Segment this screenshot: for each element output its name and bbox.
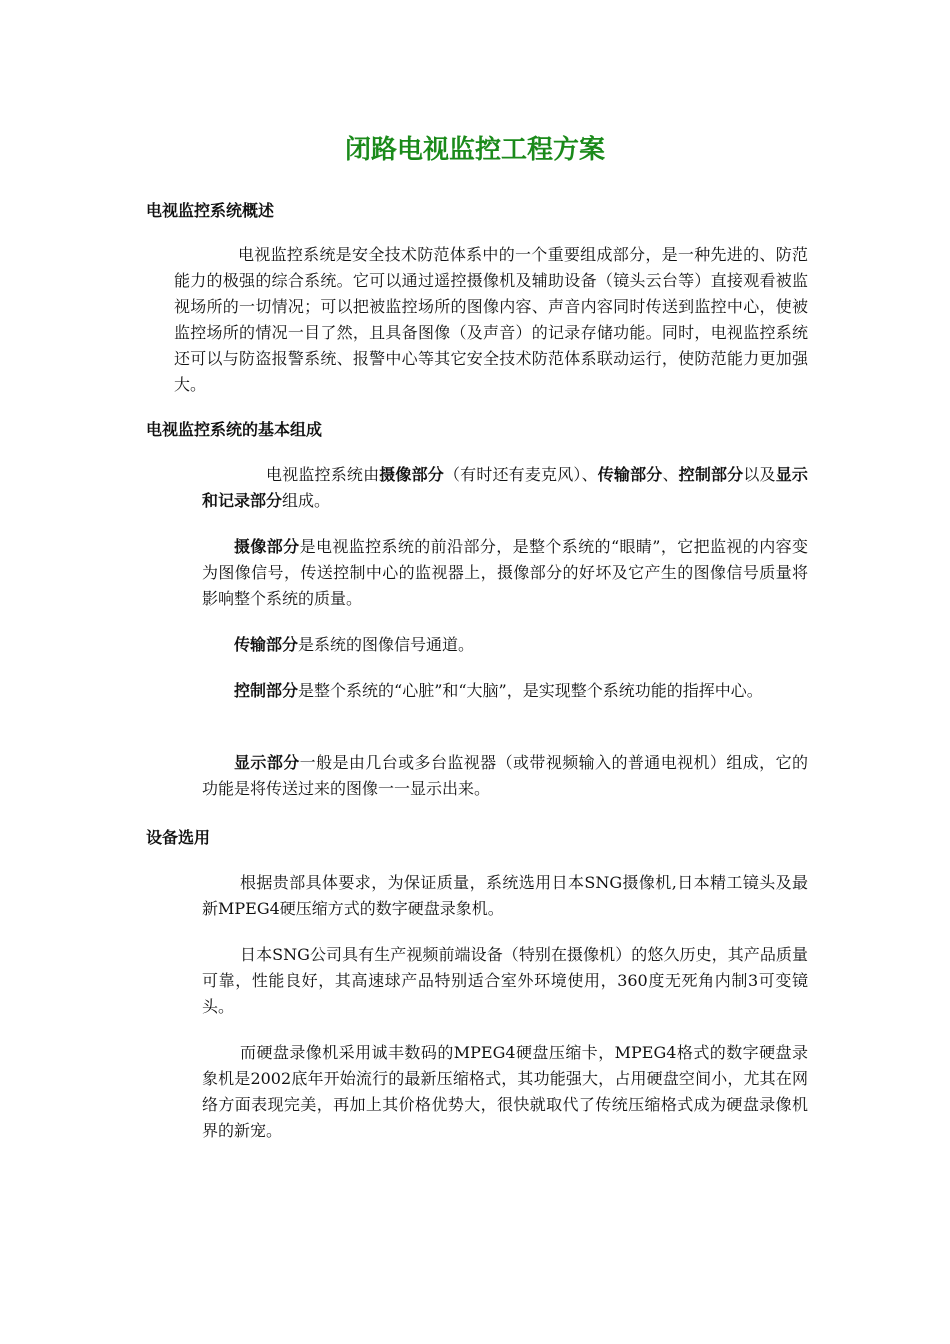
term-control: 控制部分 (234, 681, 299, 700)
section-heading-equipment: 设备选用 (146, 828, 211, 847)
intro-term-camera: 摄像部分 (379, 465, 444, 484)
term-display: 显示部分 (234, 753, 300, 772)
display-part-text: 一般是由几台或多台监视器（或带视频输入的普通电视机）组成，它的功能是将传送过来的图像一一显示出来。 (202, 753, 808, 798)
intro-text: 、 (662, 465, 679, 484)
section-heading-overview: 电视监控系统概述 (146, 201, 275, 220)
control-part-paragraph (202, 678, 808, 704)
equipment-paragraph-3: 而硬盘录像机采用诚丰数码的MPEG4硬盘压缩卡，MPEG4格式的数字硬盘录象机是2002底年开始流行的最新压缩格式，其功能强大，占用硬盘空间小，尤其在网络方面表现完美，再加上其价格优势大，很快就取代了传统压缩格式成为硬盘录像机界的新宠。 (202, 1043, 808, 1140)
intro-text: （有时还有麦克风）、 (443, 465, 598, 484)
display-part-paragraph (202, 750, 808, 802)
camera-part-text: 是电视监控系统的前沿部分，是整个系统的“眼睛”，它把监视的内容变为图像信号，传送控制中心的监视器上，摄像部分的好坏及它产生的图像信号质量将影响整个系统的质量。 (202, 537, 808, 608)
document-title: 闭路电视监控工程方案 (344, 135, 605, 165)
section-heading-composition: 电视监控系统的基本组成 (146, 420, 323, 439)
composition-intro-paragraph (202, 462, 808, 514)
transmission-part-text: 是系统的图像信号通道。 (298, 635, 475, 654)
equipment-paragraph-1: 根据贵部具体要求，为保证质量，系统选用日本SNG摄像机,日本精工镜头及最新MPEG4硬压缩方式的数字硬盘录象机。 (202, 873, 808, 918)
equipment-paragraph-2: 日本SNG公司具有生产视频前端设备（特别在摄像机）的悠久历史，其产品质量可靠，性能良好，其高速球产品特别适合室外环境使用，360度无死角内制3可变镜头。 (202, 945, 808, 1016)
overview-paragraph: 电视监控系统是安全技术防范体系中的一个重要组成部分，是一种先进的、防范能力的极强的综合系统。它可以通过遥控摄像机及辅助设备（镜头云台等）直接观看被监视场所的一切情况；可以把被监控场所的图像内容、声音内容同时传送到监控中心，使被监控场所的情况一目了然，且具备图像（及声音）的记录存储功能。同时，电视监控系统还可以与防盗报警系统、报警中心等其它安全技术防范体系联动运行，使防范能力更加强大。 (174, 245, 808, 394)
intro-term-transmission: 传输部分 (597, 465, 663, 484)
camera-part-paragraph (202, 534, 808, 612)
term-transmission: 传输部分 (234, 635, 299, 654)
control-part-text: 是整个系统的“心脏”和“大脑”，是实现整个系统功能的指挥中心。 (298, 681, 763, 700)
term-camera: 摄像部分 (234, 537, 300, 556)
intro-term-display-record: 显示和记录部分 (202, 465, 808, 510)
intro-text: 组成。 (282, 491, 331, 510)
intro-text: 电视监控系统由 (266, 465, 380, 484)
intro-term-control: 控制部分 (678, 465, 744, 484)
transmission-part-paragraph (202, 632, 808, 658)
intro-text: 以及 (743, 465, 776, 484)
